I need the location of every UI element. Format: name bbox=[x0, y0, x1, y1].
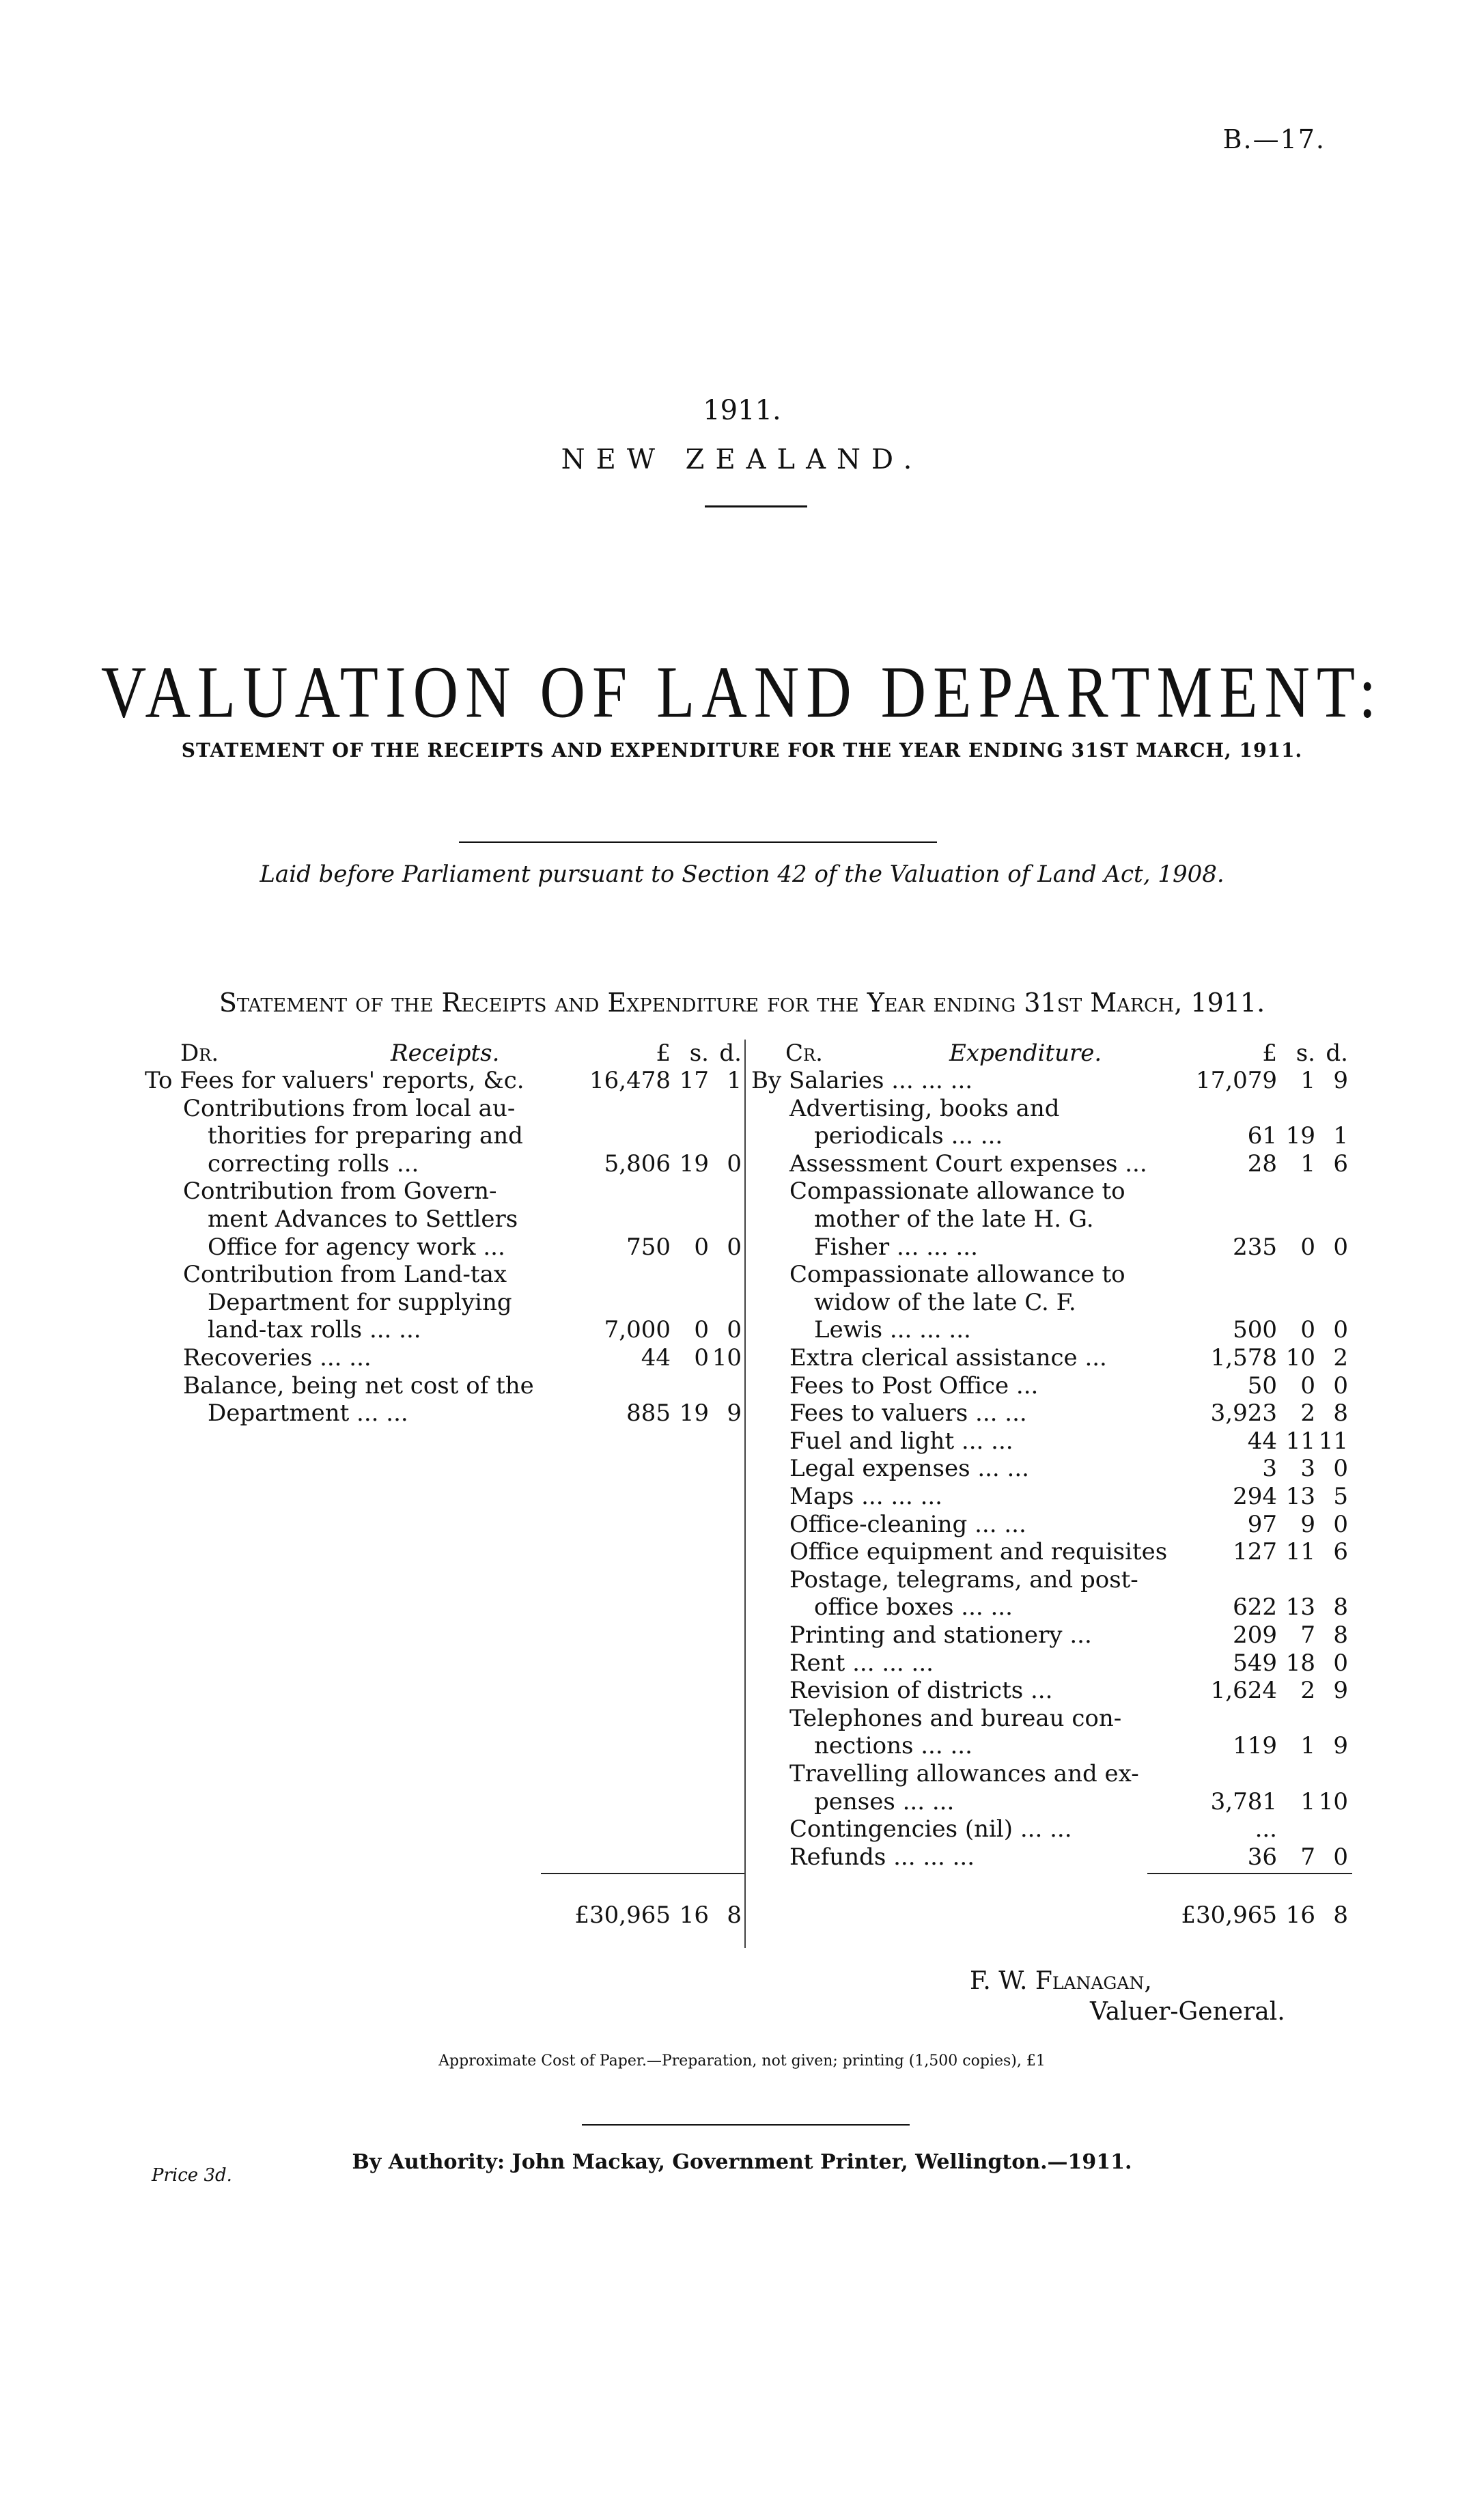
dr-pence: 1 bbox=[727, 1067, 742, 1094]
cr-shillings-header: s. bbox=[1296, 1040, 1315, 1067]
cr-pounds: 3,781 bbox=[1210, 1787, 1277, 1815]
cr-shillings: 3 bbox=[1300, 1455, 1315, 1483]
cr-line-text: Fuel and light ... ... bbox=[789, 1427, 1013, 1455]
dr-line-text: ment Advances to Settlers bbox=[208, 1206, 518, 1233]
cr-total-shillings: 16 bbox=[1285, 1902, 1315, 1929]
cr-line-text: Refunds ... ... ... bbox=[789, 1843, 975, 1871]
cr-pence: 6 bbox=[1333, 1150, 1348, 1178]
dr-line-text: Contributions from local au- bbox=[183, 1094, 516, 1122]
cr-pounds: ... bbox=[1255, 1815, 1277, 1843]
cr-shillings: 2 bbox=[1300, 1677, 1315, 1705]
cr-pounds: 622 bbox=[1233, 1593, 1277, 1621]
cr-total-rule bbox=[1147, 1873, 1352, 1874]
cr-line-text: penses ... ... bbox=[814, 1787, 955, 1815]
dr-pounds: 5,806 bbox=[604, 1150, 671, 1178]
cr-pounds: 235 bbox=[1233, 1233, 1277, 1261]
cr-pence: 8 bbox=[1333, 1621, 1348, 1649]
dr-pence: 0 bbox=[727, 1233, 742, 1261]
expenditure-column bbox=[751, 1040, 1352, 1982]
cr-line-text: Maps ... ... ... bbox=[789, 1483, 942, 1510]
cr-line-text: Fisher ... ... ... bbox=[814, 1233, 978, 1261]
dr-pounds: 44 bbox=[641, 1344, 671, 1371]
cr-pence: 0 bbox=[1333, 1316, 1348, 1344]
year-heading: 1911. bbox=[703, 395, 781, 426]
cr-shillings: 7 bbox=[1300, 1843, 1315, 1871]
cr-line-text: Office-cleaning ... ... bbox=[789, 1510, 1026, 1538]
dr-pounds: 750 bbox=[626, 1233, 671, 1261]
cr-pence: 8 bbox=[1333, 1399, 1348, 1427]
cost-of-paper-note: Approximate Cost of Paper.—Preparation, not given; printing (1,500 copies), £1 bbox=[438, 2052, 1046, 2070]
cr-line-text: Compassionate allowance to bbox=[789, 1178, 1125, 1206]
cr-pounds: 61 bbox=[1247, 1122, 1277, 1150]
cr-line-text: Printing and stationery ... bbox=[789, 1621, 1092, 1649]
cr-pence: 0 bbox=[1333, 1649, 1348, 1677]
dr-pence: 0 bbox=[727, 1316, 742, 1344]
cr-line-text: Telephones and bureau con- bbox=[789, 1704, 1122, 1732]
cr-pounds: 97 bbox=[1247, 1510, 1277, 1538]
dr-line-text: Office for agency work ... bbox=[208, 1233, 505, 1261]
receipts-column bbox=[145, 1040, 746, 1982]
cr-pence: 8 bbox=[1333, 1593, 1348, 1621]
dr-pence: 10 bbox=[712, 1344, 742, 1371]
cr-pence: 0 bbox=[1333, 1510, 1348, 1538]
cr-line-text: Fees to Post Office ... bbox=[789, 1371, 1039, 1399]
cr-pence: 0 bbox=[1333, 1233, 1348, 1261]
receipts-title: Receipts. bbox=[391, 1040, 500, 1067]
cr-shillings: 1 bbox=[1300, 1732, 1315, 1760]
dr-line-text: Recoveries ... ... bbox=[183, 1344, 372, 1371]
cr-shillings: 13 bbox=[1285, 1483, 1315, 1510]
cr-line-text: Travelling allowances and ex- bbox=[789, 1760, 1139, 1787]
document-subtitle: STATEMENT OF THE RECEIPTS AND EXPENDITURE FOR THE YEAR ENDING 31ST MARCH, 1911. bbox=[181, 739, 1303, 762]
cr-line-text: mother of the late H. G. bbox=[814, 1206, 1094, 1233]
signatory-name: F. W. Flanagan, bbox=[970, 1967, 1152, 1995]
cr-shillings: 0 bbox=[1300, 1371, 1315, 1399]
expenditure-title: Expenditure. bbox=[949, 1040, 1102, 1067]
cr-line-text: Rent ... ... ... bbox=[789, 1649, 934, 1677]
cr-line-text: Fees to valuers ... ... bbox=[789, 1399, 1027, 1427]
country-heading: NEW ZEALAND. bbox=[561, 444, 923, 475]
cr-pounds: 28 bbox=[1247, 1150, 1277, 1178]
cr-shillings: 11 bbox=[1285, 1427, 1315, 1455]
dr-shillings: 19 bbox=[679, 1150, 709, 1178]
cr-shillings: 2 bbox=[1300, 1399, 1315, 1427]
dr-total-pence: 8 bbox=[727, 1902, 742, 1929]
dr-shillings: 17 bbox=[679, 1067, 709, 1094]
dr-line-text: Balance, being net cost of the bbox=[183, 1371, 534, 1399]
cr-line-text: Legal expenses ... ... bbox=[789, 1455, 1029, 1483]
cr-shillings: 9 bbox=[1300, 1510, 1315, 1538]
cr-pounds: 44 bbox=[1247, 1427, 1277, 1455]
document-title: VALUATION OF LAND DEPARTMENT: bbox=[100, 650, 1384, 734]
cr-label: Cr. bbox=[785, 1040, 823, 1067]
cr-line-text: Assessment Court expenses ... bbox=[789, 1150, 1147, 1178]
cr-pence: 9 bbox=[1333, 1732, 1348, 1760]
dr-shillings: 19 bbox=[679, 1399, 709, 1427]
dr-pence: 0 bbox=[727, 1150, 742, 1178]
dr-line-text: Contribution from Govern- bbox=[183, 1178, 497, 1206]
cr-shillings: 1 bbox=[1300, 1067, 1315, 1094]
cr-pounds: 1,578 bbox=[1210, 1344, 1277, 1371]
laid-divider-top bbox=[459, 841, 937, 843]
cr-pounds: 50 bbox=[1247, 1371, 1277, 1399]
dr-line-text: Department for supplying bbox=[208, 1288, 512, 1316]
cr-pounds-header: £ bbox=[1262, 1040, 1277, 1067]
cr-line-text: Postage, telegrams, and post- bbox=[789, 1565, 1138, 1593]
cr-pence: 2 bbox=[1333, 1344, 1348, 1371]
cr-total-pounds: £30,965 bbox=[1181, 1902, 1277, 1929]
cr-pence: 6 bbox=[1333, 1538, 1348, 1566]
dr-total-rule bbox=[541, 1873, 746, 1874]
dr-pounds: 7,000 bbox=[604, 1316, 671, 1344]
cr-shillings: 0 bbox=[1300, 1233, 1315, 1261]
cr-pounds: 1,624 bbox=[1210, 1677, 1277, 1705]
dr-shillings-header: s. bbox=[689, 1040, 709, 1067]
cr-line-text: periodicals ... ... bbox=[814, 1122, 1003, 1150]
cr-pence: 1 bbox=[1333, 1122, 1348, 1150]
dr-line-text: To Fees for valuers' reports, &c. bbox=[145, 1067, 524, 1094]
dr-pounds: 885 bbox=[626, 1399, 671, 1427]
cr-pence: 11 bbox=[1318, 1427, 1348, 1455]
cr-pounds: 127 bbox=[1233, 1538, 1277, 1566]
cr-pounds: 36 bbox=[1247, 1843, 1277, 1871]
dr-line-text: correcting rolls ... bbox=[208, 1150, 419, 1178]
cr-line-text: Compassionate allowance to bbox=[789, 1261, 1125, 1289]
paper-reference: B.—17. bbox=[1222, 124, 1326, 154]
cr-pounds: 209 bbox=[1233, 1621, 1277, 1649]
dr-label: Dr. bbox=[180, 1040, 219, 1067]
cr-line-text: nections ... ... bbox=[814, 1732, 972, 1760]
dr-line-text: thorities for preparing and bbox=[208, 1122, 523, 1150]
cr-pounds: 17,079 bbox=[1196, 1067, 1277, 1094]
price-note: Price 3d. bbox=[152, 2165, 232, 2186]
dr-pence: 9 bbox=[727, 1399, 742, 1427]
statement-heading: Statement of the Receipts and Expenditure for the Year ending 31st March, 1911. bbox=[219, 988, 1265, 1018]
cr-shillings: 13 bbox=[1285, 1593, 1315, 1621]
cr-shillings: 10 bbox=[1285, 1344, 1315, 1371]
cr-shillings: 18 bbox=[1285, 1649, 1315, 1677]
title-divider bbox=[705, 505, 807, 507]
cr-line-text: By Salaries ... ... ... bbox=[751, 1067, 973, 1094]
dr-line-text: land-tax rolls ... ... bbox=[208, 1316, 421, 1344]
cr-shillings: 19 bbox=[1285, 1122, 1315, 1150]
authority-divider bbox=[582, 2124, 910, 2126]
cr-pence: 10 bbox=[1318, 1787, 1348, 1815]
cr-pounds: 500 bbox=[1233, 1316, 1277, 1344]
cr-pence: 0 bbox=[1333, 1371, 1348, 1399]
cr-pence: 0 bbox=[1333, 1455, 1348, 1483]
cr-line-text: Advertising, books and bbox=[789, 1094, 1060, 1122]
laid-before-parliament: Laid before Parliament pursuant to Section 42 of the Valuation of Land Act, 1908. bbox=[260, 861, 1224, 888]
cr-pounds: 119 bbox=[1233, 1732, 1277, 1760]
cr-total-pence: 8 bbox=[1333, 1902, 1348, 1929]
dr-pence-header: d. bbox=[719, 1040, 742, 1067]
cr-line-text: office boxes ... ... bbox=[814, 1593, 1013, 1621]
cr-shillings: 1 bbox=[1300, 1787, 1315, 1815]
cr-pounds: 549 bbox=[1233, 1649, 1277, 1677]
cr-pence: 9 bbox=[1333, 1677, 1348, 1705]
dr-pounds-header: £ bbox=[656, 1040, 671, 1067]
dr-shillings: 0 bbox=[694, 1316, 709, 1344]
cr-shillings: 1 bbox=[1300, 1150, 1315, 1178]
cr-pence-header: d. bbox=[1326, 1040, 1348, 1067]
cr-pence: 9 bbox=[1333, 1067, 1348, 1094]
signatory-title: Valuer-General. bbox=[1090, 1998, 1285, 2026]
dr-shillings: 0 bbox=[694, 1233, 709, 1261]
cr-pounds: 294 bbox=[1233, 1483, 1277, 1510]
dr-pounds: 16,478 bbox=[589, 1067, 671, 1094]
column-divider bbox=[744, 1040, 746, 1948]
cr-line-text: Extra clerical assistance ... bbox=[789, 1344, 1107, 1371]
cr-pence: 0 bbox=[1333, 1843, 1348, 1871]
dr-shillings: 0 bbox=[694, 1344, 709, 1371]
cr-shillings: 11 bbox=[1285, 1538, 1315, 1566]
cr-line-text: Contingencies (nil) ... ... bbox=[789, 1815, 1072, 1843]
dr-total-pounds: £30,965 bbox=[574, 1902, 671, 1929]
dr-line-text: Department ... ... bbox=[208, 1399, 408, 1427]
cr-line-text: Lewis ... ... ... bbox=[814, 1316, 971, 1344]
dr-total-shillings: 16 bbox=[679, 1902, 709, 1929]
dr-line-text: Contribution from Land-tax bbox=[183, 1261, 507, 1289]
cr-pounds: 3 bbox=[1262, 1455, 1277, 1483]
cr-line-text: Revision of districts ... bbox=[789, 1677, 1053, 1705]
cr-shillings: 0 bbox=[1300, 1316, 1315, 1344]
authority-line: By Authority: John Mackay, Government Printer, Wellington.—1911. bbox=[352, 2150, 1132, 2174]
cr-shillings: 7 bbox=[1300, 1621, 1315, 1649]
cr-line-text: Office equipment and requisites bbox=[789, 1538, 1168, 1566]
cr-pounds: 3,923 bbox=[1210, 1399, 1277, 1427]
cr-line-text: widow of the late C. F. bbox=[814, 1288, 1076, 1316]
cr-pence: 5 bbox=[1333, 1483, 1348, 1510]
